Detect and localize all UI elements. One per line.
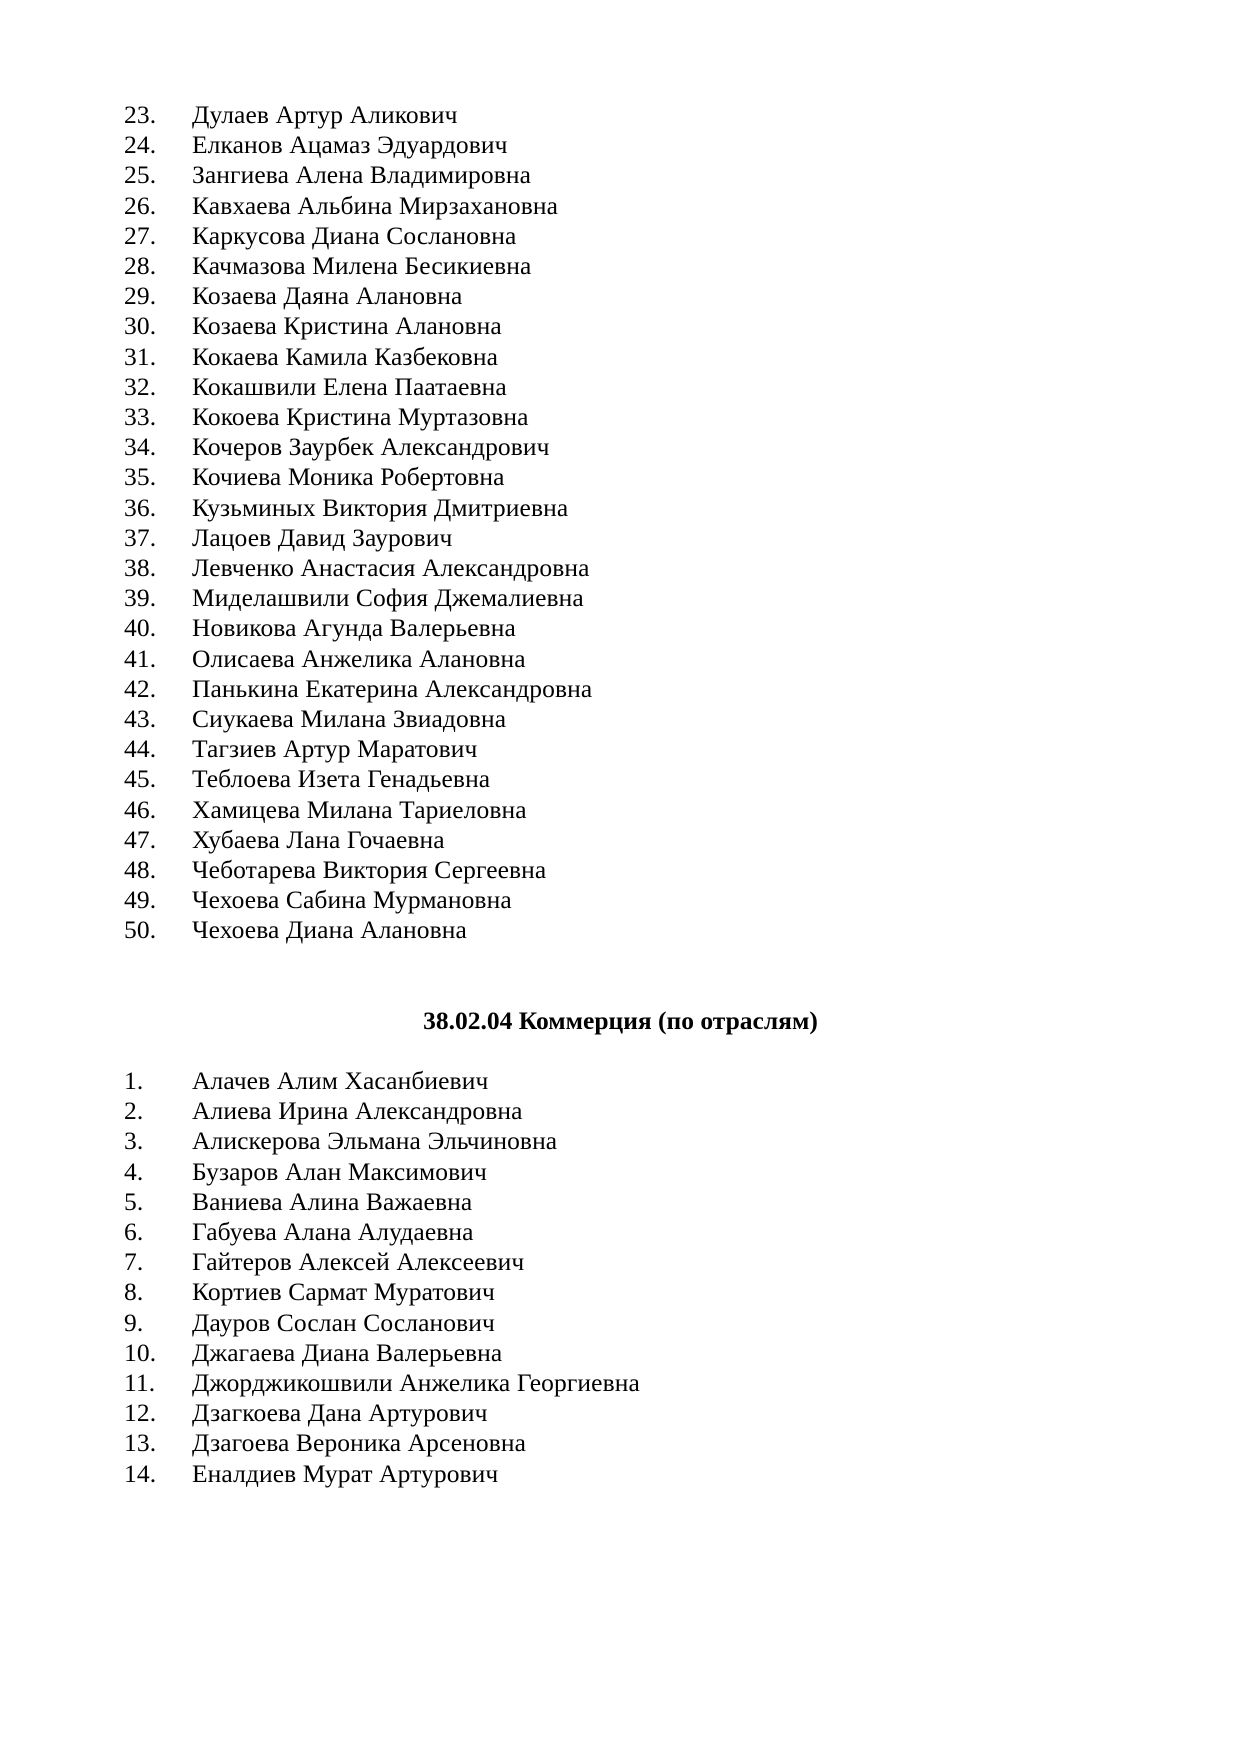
list-item-name: Миделашвили София Джемалиевна (192, 583, 584, 613)
list-item-name: Панькина Екатерина Александровна (192, 673, 593, 703)
list-item-number: 9. (124, 1307, 144, 1337)
list-item-number: 24. (124, 130, 157, 160)
list-item (120, 764, 1121, 794)
list-item-name: Хубаева Лана Гочаевна (192, 824, 445, 854)
list-item-name: Кочеров Заурбек Александрович (192, 432, 550, 462)
list-item (120, 191, 1121, 221)
list-item (120, 1277, 1121, 1307)
list-item-name: Алачев Алим Хасанбиевич (192, 1065, 489, 1095)
list-item (120, 1428, 1121, 1458)
list-item-name: Бузаров Алан Максимович (192, 1156, 487, 1186)
list-item-name: Сиукаева Милана Звиадовна (192, 704, 507, 734)
list-item (120, 493, 1121, 523)
list-item-name: Чехоева Диана Алановна (192, 915, 467, 945)
list-item-name: Габуева Алана Алудаевна (192, 1216, 474, 1246)
list-item (120, 1096, 1121, 1126)
list-item-name: Качмазова Милена Бесикиевна (192, 251, 532, 281)
list-item-number: 47. (124, 824, 157, 854)
list-item (120, 402, 1121, 432)
list-item-name: Дзагкоева Дана Артурович (192, 1398, 488, 1428)
list-item (120, 855, 1121, 885)
list-item (120, 1308, 1121, 1338)
list-item-number: 49. (124, 885, 157, 915)
list-item-name: Кортиев Сармат Муратович (192, 1277, 495, 1307)
list-item (120, 583, 1121, 613)
list-item-number: 35. (124, 462, 157, 492)
list-item-number: 11. (124, 1367, 156, 1397)
list-item-name: Хамицева Милана Тариеловна (192, 794, 527, 824)
list-item-number: 42. (124, 673, 157, 703)
list-item-number: 34. (124, 432, 157, 462)
list-item (120, 311, 1121, 341)
list-item (120, 825, 1121, 855)
list-item-number: 44. (124, 734, 157, 764)
list-item (120, 1187, 1121, 1217)
list-item (120, 1338, 1121, 1368)
list-item (120, 644, 1121, 674)
list-item-name: Еналдиев Мурат Артурович (192, 1458, 499, 1488)
student-list-commerce (120, 1066, 1121, 1489)
list-item-name: Лацоев Давид Заурович (192, 522, 453, 552)
list-item-number: 8. (124, 1277, 144, 1307)
list-item-number: 41. (124, 643, 157, 673)
list-item (120, 1398, 1121, 1428)
list-item-name: Тагзиев Артур Маратович (192, 734, 478, 764)
list-item-number: 5. (124, 1186, 144, 1216)
list-item-number: 39. (124, 583, 157, 613)
list-item (120, 281, 1121, 311)
list-item-name: Джагаева Диана Валерьевна (192, 1337, 503, 1367)
list-item-name: Алискерова Эльмана Эльчиновна (192, 1126, 558, 1156)
list-item (120, 462, 1121, 492)
list-item-number: 12. (124, 1398, 157, 1428)
list-item-name: Гайтеров Алексей Алексеевич (192, 1247, 525, 1277)
heading-gap (120, 1036, 1121, 1066)
section-gap (120, 946, 1121, 1006)
list-item-name: Дауров Сослан Сосланович (192, 1307, 495, 1337)
list-item-name: Кокашвили Елена Паатаевна (192, 371, 507, 401)
list-item-name: Теблоева Изета Генадьевна (192, 764, 491, 794)
list-item (120, 1459, 1121, 1489)
list-item-number: 2. (124, 1096, 144, 1126)
list-item (120, 372, 1121, 402)
list-item-number: 31. (124, 341, 157, 371)
list-item (120, 1247, 1121, 1277)
list-item-name: Левченко Анастасия Александровна (192, 553, 590, 583)
list-item-number: 23. (124, 100, 157, 129)
list-item-name: Новикова Агунда Валерьевна (192, 613, 516, 643)
list-item-name: Кокаева Камила Казбековна (192, 341, 499, 371)
list-item-number: 27. (124, 220, 157, 250)
list-item (120, 674, 1121, 704)
list-item (120, 160, 1121, 190)
list-item-name: Зангиева Алена Владимировна (192, 160, 532, 190)
list-item (120, 885, 1121, 915)
list-item-name: Кокоева Кристина Муртазовна (192, 402, 529, 432)
list-item (120, 1157, 1121, 1187)
list-item-number: 36. (124, 492, 157, 522)
list-item-number: 33. (124, 402, 157, 432)
list-item (120, 613, 1121, 643)
list-item (120, 1368, 1121, 1398)
list-item (120, 1126, 1121, 1156)
list-item-name: Каркусова Диана Сослановна (192, 220, 517, 250)
list-item (120, 795, 1121, 825)
list-item-number: 7. (124, 1247, 144, 1277)
list-item (120, 1217, 1121, 1247)
list-item-number: 37. (124, 522, 157, 552)
list-item (120, 221, 1121, 251)
list-item-name: Ваниева Алина Важаевна (192, 1186, 473, 1216)
list-item-name: Кавхаева Альбина Мирзахановна (192, 190, 559, 220)
list-item-name: Кочиева Моника Робертовна (192, 462, 505, 492)
list-item-name: Олисаева Анжелика Алановна (192, 643, 526, 673)
list-item (120, 915, 1121, 945)
list-item-number: 3. (124, 1126, 144, 1156)
list-item-number: 1. (124, 1065, 144, 1095)
list-item-name: Алиева Ирина Александровна (192, 1096, 523, 1126)
list-item (120, 100, 1121, 130)
list-item (120, 553, 1121, 583)
list-item-number: 26. (124, 190, 157, 220)
list-item-name: Козаева Кристина Алановна (192, 311, 502, 341)
list-item-number: 4. (124, 1156, 144, 1186)
section-heading-commerce: 38.02.04 Коммерция (по отраслям) (423, 1005, 818, 1035)
list-item-number: 14. (124, 1458, 157, 1488)
student-list-continued (120, 100, 1121, 946)
list-item-name: Дулаев Артур Аликович (192, 100, 458, 129)
list-item (120, 432, 1121, 462)
list-item-number: 28. (124, 251, 157, 281)
list-item-number: 46. (124, 794, 157, 824)
list-item-number: 10. (124, 1337, 157, 1367)
list-item (120, 523, 1121, 553)
list-item (120, 251, 1121, 281)
list-item-number: 45. (124, 764, 157, 794)
list-item-number: 25. (124, 160, 157, 190)
list-item-number: 29. (124, 281, 157, 311)
list-item-name: Елканов Ацамаз Эдуардович (192, 130, 508, 160)
list-item-number: 13. (124, 1428, 157, 1458)
list-item-number: 30. (124, 311, 157, 341)
list-item-number: 48. (124, 855, 157, 885)
list-item-number: 50. (124, 915, 157, 945)
list-item (120, 130, 1121, 160)
list-item (120, 704, 1121, 734)
document-body (120, 96, 1121, 1489)
list-item-number: 40. (124, 613, 157, 643)
list-item-name: Чеботарева Виктория Сергеевна (192, 855, 547, 885)
list-item-number: 6. (124, 1216, 144, 1246)
list-item (120, 342, 1121, 372)
list-item-number: 32. (124, 371, 157, 401)
list-item-number: 38. (124, 553, 157, 583)
list-item-name: Кузьминых Виктория Дмитриевна (192, 492, 569, 522)
list-item-name: Чехоева Сабина Мурмановна (192, 885, 512, 915)
list-item-name: Козаева Даяна Алановна (192, 281, 463, 311)
list-item (120, 734, 1121, 764)
list-item (120, 1066, 1121, 1096)
list-item-name: Дзагоева Вероника Арсеновна (192, 1428, 527, 1458)
list-item-name: Джорджикошвили Анжелика Георгиевна (192, 1367, 640, 1397)
list-item-number: 43. (124, 704, 157, 734)
